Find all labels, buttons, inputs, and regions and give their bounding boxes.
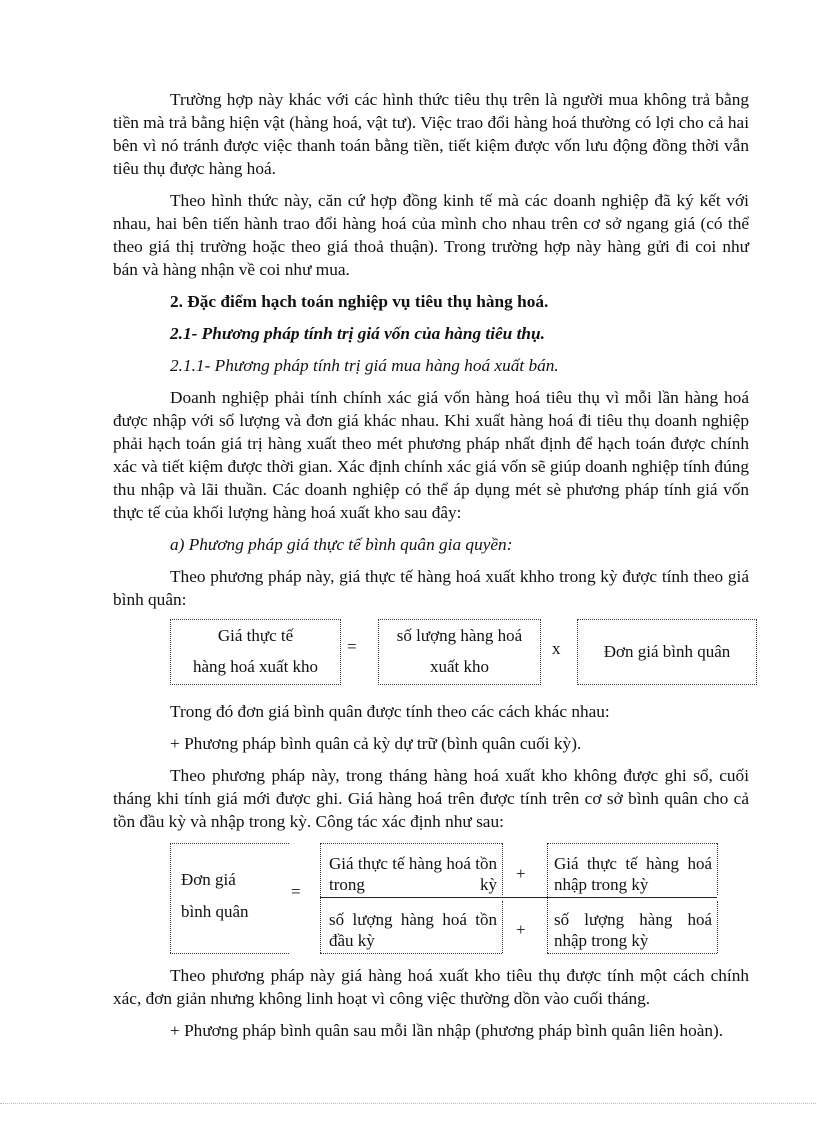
border-line bbox=[320, 953, 502, 954]
formula-text: số lượng hàng hoá bbox=[396, 626, 523, 645]
border-line bbox=[502, 901, 503, 953]
border-line bbox=[547, 843, 548, 953]
border-line bbox=[502, 843, 503, 895]
paragraph-period-average: + Phương pháp bình quân cả kỳ dự trữ (bình quân cuối kỳ). bbox=[170, 734, 582, 753]
paragraph-moving-average: + Phương pháp bình quân sau mỗi lần nhập (phương pháp bình quân liên hoàn). bbox=[170, 1021, 724, 1040]
fraction-bar bbox=[320, 897, 717, 898]
plus-sign: + bbox=[516, 920, 526, 939]
paragraph-unit-price-methods: Trong đó đơn giá bình quân được tính theo các cách khác nhau: bbox=[170, 702, 610, 721]
border-line bbox=[717, 901, 718, 953]
formula-box-actual-price bbox=[170, 619, 341, 685]
border-line bbox=[170, 843, 289, 844]
formula-left-label-2: bình quân bbox=[181, 902, 249, 921]
equals-sign: = bbox=[347, 637, 357, 656]
border-line bbox=[547, 843, 717, 844]
plus-sign: + bbox=[516, 864, 526, 883]
paragraph-period-average-detail: Theo phương pháp này, trong tháng hàng hoá xuất kho không được ghi sổ, cuối tháng khi tính giá mới được ghi. Giá hàng hoá trên được tính trên cơ sở bình quân cho cả tồn đầu kỳ và nhập trong kỳ. Công tác xác định như sau: bbox=[113, 766, 749, 831]
page-bottom-divider bbox=[0, 1103, 816, 1104]
heading-section-2: 2. Đặc điểm hạch toán nghiệp vụ tiêu thụ hàng hoá. bbox=[170, 292, 549, 311]
border-line bbox=[547, 953, 717, 954]
paragraph-barter: Trường hợp này khác với các hình thức tiêu thụ trên là người mua không trả bằng tiền mà trả bằng hiện vật (hàng hoá, vật tư). Việc trao đổi hàng hoá thường có lợi cho cả hai bên vì nó tránh được việc thanh toán bằng tiền, tiết kiệm được vốn lưu động đồng thời vẫn tiêu thụ được hàng hoá. bbox=[113, 90, 749, 178]
times-sign: x bbox=[552, 639, 561, 658]
border-line bbox=[320, 843, 502, 844]
border-line bbox=[717, 843, 718, 895]
paragraph-barter-contract: Theo hình thức này, căn cứ hợp đồng kinh tế mà các doanh nghiệp đã ký kết với nhau, hai bên tiến hành trao đổi hàng hoá của mình cho nhau trên cơ sở ngang giá (có thể theo giá thị trường hoặc theo giá thoả thuận). Trong trường hợp này hàng gửi đi coi như bán và hàng nhận về coi như mua. bbox=[113, 191, 749, 279]
heading-weighted-average: a) Phương pháp giá thực tế bình quân gia quyền: bbox=[170, 535, 513, 554]
border-line bbox=[170, 843, 171, 953]
formula-text: xuất kho bbox=[429, 657, 490, 676]
formula-left-label-1: Đơn giá bbox=[181, 870, 236, 889]
formula-text: Giá thực tế bbox=[217, 626, 294, 645]
denominator-opening-quantity: số lượng hàng hoá tồn đầu kỳ bbox=[329, 910, 497, 950]
border-line bbox=[170, 953, 289, 954]
equals-sign: = bbox=[291, 882, 301, 901]
heading-section-2-1-1: 2.1.1- Phương pháp tính trị giá mua hàng hoá xuất bán. bbox=[170, 356, 559, 375]
document-page bbox=[113, 88, 749, 1042]
border-line bbox=[320, 843, 321, 953]
denominator-inbound-quantity: số lượng hàng hoá nhập trong kỳ bbox=[554, 910, 712, 950]
formula-box-quantity bbox=[378, 619, 541, 685]
numerator-opening-value: Giá thực tế hàng hoá tồn trong kỳ bbox=[329, 854, 497, 894]
heading-section-2-1: 2.1- Phương pháp tính trị giá vốn của hàng tiêu thụ. bbox=[170, 324, 545, 343]
formula-text: hàng hoá xuất kho bbox=[192, 657, 319, 676]
paragraph-cost-calculation: Doanh nghiệp phải tính chính xác giá vốn hàng hoá tiêu thụ vì mỗi lần hàng hoá được nhập với số lượng và đơn giá khác nhau. Khi xuất hàng hoá đi tiêu thụ doanh nghiệp phải hạch toán giá trị hàng xuất theo mét phương pháp nhất định để hạch toán được chính xác và tiết kiệm được thời gian. Xác định chính xác giá vốn sẽ giúp doanh nghiệp tính đúng thu nhập và lãi thuần. Các doanh nghiệp có thể áp dụng mét sè phương pháp tính giá vốn thực tế của khối lượng hàng hoá xuất kho sau đây: bbox=[113, 388, 749, 522]
paragraph-weighted-average: Theo phương pháp này, giá thực tế hàng hoá xuất khho trong kỳ được tính theo giá bình quân: bbox=[113, 567, 749, 609]
numerator-inbound-value: Giá thực tế hàng hoá nhập trong kỳ bbox=[554, 854, 712, 894]
formula-average-unit-price bbox=[113, 843, 749, 955]
formula-cost-of-goods bbox=[113, 619, 749, 691]
formula-box-unit-price: Đơn giá bình quân bbox=[577, 619, 757, 685]
paragraph-period-average-assessment: Theo phương pháp này giá hàng hoá xuất kho tiêu thụ được tính một cách chính xác, đơn giản nhưng không linh hoạt vì công việc thường dồn vào cuối tháng. bbox=[113, 966, 749, 1008]
